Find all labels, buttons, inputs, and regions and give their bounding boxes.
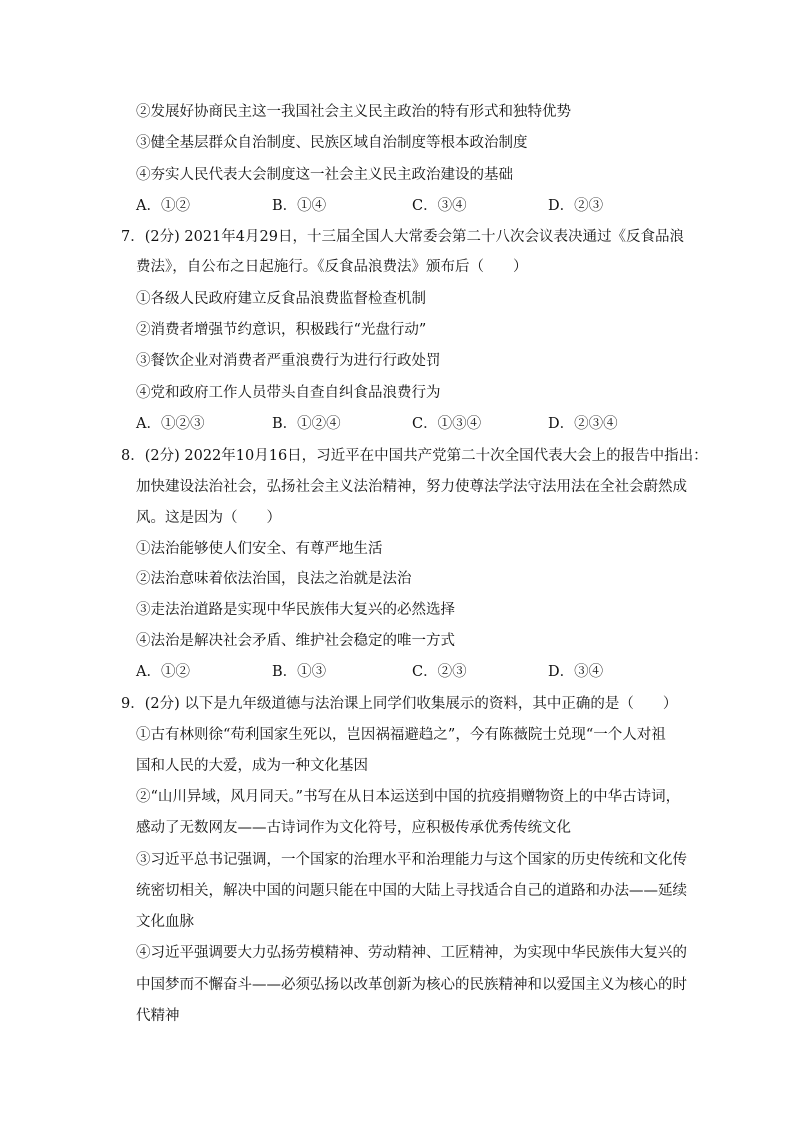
q9-line-3: ②“山川异域，风月同天。”书写在从日本运送到中国的抗疫捐赠物资上的中华古诗词，: [136, 789, 681, 805]
q7-stem-line-1: 7．(2分) 2021年4月29日，十三届全国人大常委会第二十八次会议表决通过《反食品浪: [121, 229, 684, 245]
q8-stem-line-1: 8．(2分) 2022年10月16日，习近平在中国共产党第二十次全国代表大会上的报告中指出：: [121, 448, 708, 464]
q6-options: [136, 196, 696, 216]
q8-option-a[interactable]: A．①②: [136, 664, 190, 680]
q6-option-a[interactable]: A．①②: [136, 198, 190, 214]
q9-line-2: 国和人民的大爱，成为一种文化基因: [136, 758, 368, 774]
q7-item-4: ④党和政府工作人员带头自查自纠食品浪费行为: [136, 385, 441, 401]
q8-item-4: ④法治是解决社会矛盾、维护社会稳定的唯一方式: [136, 633, 455, 649]
q9-line-6: 统密切相关，解决中国的问题只能在中国的大陆上寻找适合自己的道路和办法——延续: [136, 883, 687, 899]
q7-option-d[interactable]: D．②③④: [548, 416, 618, 432]
q8-stem-line-2: 加快建设法治社会，弘扬社会主义法治精神，努力使尊法学法守法用法在全社会蔚然成: [136, 479, 687, 495]
q7-stem-line-2: 费法》，自公布之日起施行。《反食品浪费法》颁布后（ ）: [136, 259, 528, 275]
q8-option-c[interactable]: C．②③: [412, 664, 467, 680]
q9-line-7: 文化血脉: [136, 914, 194, 930]
q7-options: [136, 414, 696, 434]
q8-item-3: ③走法治道路是实现中华民族伟大复兴的必然选择: [136, 602, 455, 618]
q6-item-4: ④夯实人民代表大会制度这一社会主义民主政治建设的基础: [136, 167, 513, 183]
q7-item-2: ②消费者增强节约意识，积极践行“光盘行动”: [136, 322, 427, 338]
q8-options: [136, 662, 696, 682]
q6-item-2: ②发展好协商民主这一我国社会主义民主政治的特有形式和独特优势: [136, 104, 571, 120]
q8-item-2: ②法治意味着依法治国，良法之治就是法治: [136, 571, 412, 587]
q8-option-b[interactable]: B．①③: [272, 664, 327, 680]
q9-line-8: ④习近平强调要大力弘扬劳模精神、劳动精神、工匠精神，为实现中华民族伟大复兴的: [136, 945, 687, 961]
q7-option-b[interactable]: B．①②④: [272, 416, 341, 432]
q7-option-c[interactable]: C．①③④: [412, 416, 482, 432]
q9-line-4: 感动了无数网友——古诗词作为文化符号，应积极传承优秀传统文化: [136, 820, 571, 836]
q7-item-3: ③餐饮企业对消费者严重浪费行为进行行政处罚: [136, 353, 441, 369]
q8-item-1: ①法治能够使人们安全、有尊严地生活: [136, 541, 383, 557]
q9-line-1: ①古有林则徐“苟利国家生死以，岂因祸福避趋之”，今有陈薇院士兑现“一个人对祖: [136, 727, 666, 743]
q8-option-d[interactable]: D．③④: [548, 664, 604, 680]
q7-item-1: ①各级人民政府建立反食品浪费监督检查机制: [136, 291, 426, 307]
q9-line-5: ③习近平总书记强调，一个国家的治理水平和治理能力与这个国家的历史传统和文化传: [136, 852, 687, 868]
q9-stem: 9．(2分) 以下是九年级道德与法治课上同学们收集展示的资料，其中正确的是（ ）: [121, 696, 678, 712]
q8-stem-line-3: 风。这是因为（ ）: [136, 510, 281, 526]
q6-option-b[interactable]: B．①④: [272, 198, 327, 214]
q6-option-c[interactable]: C．③④: [412, 198, 467, 214]
q6-option-d[interactable]: D．②③: [548, 198, 604, 214]
q7-option-a[interactable]: A．①②③: [136, 416, 205, 432]
q9-line-10: 代精神: [136, 1008, 180, 1024]
q9-line-9: 中国梦而不懈奋斗——必须弘扬以改革创新为核心的民族精神和以爱国主义为核心的时: [136, 977, 687, 993]
q6-item-3: ③健全基层群众自治制度、民族区域自治制度等根本政治制度: [136, 135, 528, 151]
